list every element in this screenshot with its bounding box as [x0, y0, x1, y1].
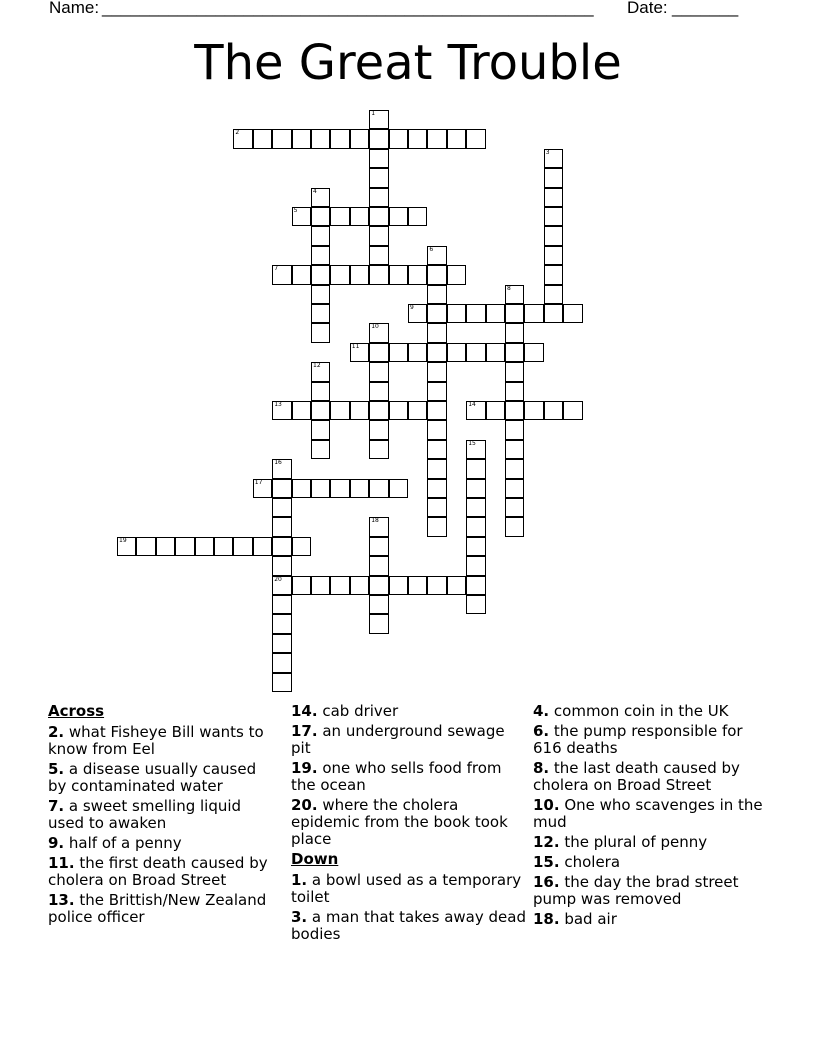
grid-cell[interactable]	[447, 343, 466, 362]
grid-cell[interactable]	[233, 129, 252, 148]
grid-cell[interactable]	[369, 614, 388, 633]
clue-number-label: 12.	[533, 833, 560, 851]
grid-cell[interactable]	[505, 479, 524, 498]
grid-cell[interactable]	[427, 479, 446, 498]
clue-number: 8	[507, 284, 511, 292]
grid-cell[interactable]	[117, 537, 136, 556]
grid-cell[interactable]	[369, 265, 388, 284]
grid-cell[interactable]	[524, 401, 543, 420]
grid-cell[interactable]	[253, 129, 272, 148]
grid-cell[interactable]	[292, 129, 311, 148]
grid-cell[interactable]	[311, 265, 330, 284]
clue-number: 11	[351, 342, 360, 350]
grid-cell[interactable]	[427, 343, 446, 362]
clue-number-label: 2.	[48, 723, 65, 741]
grid-cell[interactable]	[466, 556, 485, 575]
across-heading: Across	[48, 702, 105, 720]
clue-number: 17	[254, 478, 263, 486]
grid-cell[interactable]	[214, 537, 233, 556]
grid-cell[interactable]	[427, 517, 446, 536]
clue	[48, 835, 273, 852]
grid-cell[interactable]	[427, 498, 446, 517]
grid-cell[interactable]	[466, 459, 485, 478]
grid-cell[interactable]	[311, 226, 330, 245]
clue-number-label: 6.	[533, 722, 550, 740]
grid-cell[interactable]	[292, 576, 311, 595]
clue-text: an underground sewage pit	[291, 722, 505, 757]
clues-column-1	[48, 703, 273, 929]
grid-cell[interactable]	[486, 304, 505, 323]
grid-cell[interactable]	[330, 207, 349, 226]
grid-cell[interactable]	[466, 343, 485, 362]
clue-text: one who sells food from the ocean	[291, 759, 502, 794]
grid-cell[interactable]	[369, 382, 388, 401]
grid-cell[interactable]	[447, 304, 466, 323]
across-clue-list-continued	[291, 703, 527, 848]
grid-cell[interactable]	[408, 576, 427, 595]
grid-cell[interactable]	[136, 537, 155, 556]
clue	[291, 723, 527, 757]
grid-cell[interactable]	[505, 323, 524, 342]
clue	[48, 761, 273, 795]
clue-number: 4	[313, 187, 317, 195]
grid-cell[interactable]	[544, 304, 563, 323]
clue-number: 2	[235, 129, 240, 137]
clue-number-label: 11.	[48, 854, 75, 872]
grid-cell[interactable]	[311, 382, 330, 401]
grid-cell[interactable]	[544, 149, 563, 168]
grid-cell[interactable]	[505, 285, 524, 304]
grid-cell[interactable]	[466, 401, 485, 420]
grid-cell[interactable]	[369, 149, 388, 168]
grid-cell[interactable]	[272, 537, 291, 556]
grid-cell[interactable]	[466, 595, 485, 614]
grid-cell[interactable]	[427, 246, 446, 265]
grid-cell[interactable]	[369, 168, 388, 187]
name-label: Name:	[49, 0, 100, 17]
grid-cell[interactable]	[427, 440, 446, 459]
grid-cell[interactable]	[466, 498, 485, 517]
clue	[48, 855, 273, 889]
grid-cell[interactable]	[272, 653, 291, 672]
grid-cell[interactable]	[272, 556, 291, 575]
grid-cell[interactable]	[408, 304, 427, 323]
grid-cell[interactable]	[195, 537, 214, 556]
grid-cell[interactable]	[369, 595, 388, 614]
grid-cell[interactable]	[505, 362, 524, 381]
grid-cell[interactable]	[350, 207, 369, 226]
clue-number: 13	[274, 401, 282, 408]
clue-number-label: 1.	[291, 871, 308, 889]
grid-cell[interactable]	[505, 304, 524, 323]
grid-cell[interactable]	[311, 323, 330, 342]
grid-cell[interactable]	[408, 129, 427, 148]
clue	[291, 872, 527, 906]
grid-cell[interactable]	[253, 479, 272, 498]
clue-number-label: 19.	[291, 759, 318, 777]
grid-cell[interactable]	[272, 517, 291, 536]
grid-cell[interactable]	[544, 265, 563, 284]
clue	[533, 703, 773, 720]
grid-cell[interactable]	[292, 265, 311, 284]
grid-cell[interactable]	[272, 576, 291, 595]
grid-cell[interactable]	[505, 459, 524, 478]
clue	[533, 874, 773, 908]
grid-cell[interactable]	[466, 576, 485, 595]
grid-cell[interactable]	[330, 265, 349, 284]
grid-cell[interactable]	[427, 304, 446, 323]
grid-cell[interactable]	[544, 207, 563, 226]
grid-cell[interactable]	[311, 362, 330, 381]
clue	[533, 854, 773, 871]
clue-number: 18	[371, 517, 379, 525]
grid-cell[interactable]	[272, 459, 291, 478]
page-title: The Great Trouble	[194, 35, 622, 91]
grid-cell[interactable]	[466, 440, 485, 459]
clue-text: a man that takes away dead bodies	[291, 908, 526, 943]
clue-number-label: 16.	[533, 873, 560, 891]
clue	[48, 892, 273, 926]
clue-text: a bowl used as a temporary toilet	[291, 871, 522, 906]
grid-cell[interactable]	[272, 265, 291, 284]
grid-cell[interactable]	[486, 343, 505, 362]
grid-cell[interactable]	[466, 479, 485, 498]
grid-cell[interactable]	[505, 343, 524, 362]
clue-text: the day the brad street pump was removed	[533, 873, 739, 908]
clue-text: the Brittish/New Zealand police officer	[48, 891, 267, 926]
grid-cell[interactable]	[447, 265, 466, 284]
grid-cell[interactable]	[427, 576, 446, 595]
clue-text: a disease usually caused by contaminated water	[48, 760, 257, 795]
grid-cell[interactable]	[350, 479, 369, 498]
grid-cell[interactable]	[272, 401, 291, 420]
grid-cell[interactable]	[369, 401, 388, 420]
clue-number: 12	[313, 362, 321, 370]
clue-text: cholera	[559, 853, 621, 871]
clue-text: the pump responsible for 616 deaths	[533, 722, 743, 757]
clue	[291, 760, 527, 794]
grid-cell[interactable]	[408, 343, 427, 362]
grid-cell[interactable]	[427, 323, 446, 342]
clue	[533, 834, 773, 851]
grid-cell[interactable]	[292, 479, 311, 498]
grid-cell[interactable]	[369, 246, 388, 265]
grid-cell[interactable]	[505, 401, 524, 420]
grid-cell[interactable]	[311, 207, 330, 226]
grid-cell[interactable]	[427, 285, 446, 304]
grid-cell[interactable]	[505, 440, 524, 459]
grid-cell[interactable]	[350, 401, 369, 420]
grid-cell[interactable]	[350, 265, 369, 284]
grid-cell[interactable]	[544, 226, 563, 245]
down-clue-list	[291, 872, 527, 943]
grid-cell[interactable]	[486, 401, 505, 420]
grid-cell[interactable]	[408, 265, 427, 284]
grid-cell[interactable]	[350, 129, 369, 148]
grid-cell[interactable]	[350, 576, 369, 595]
grid-cell[interactable]	[389, 265, 408, 284]
grid-cell[interactable]	[272, 673, 291, 692]
grid-cell[interactable]	[408, 401, 427, 420]
grid-cell[interactable]	[311, 304, 330, 323]
clue-number: 14	[468, 401, 476, 408]
grid-cell[interactable]	[311, 246, 330, 265]
clue-number-label: 17.	[291, 722, 318, 740]
clue-text: the first death caused by cholera on Broad Street	[48, 854, 268, 889]
clue-text: cab driver	[317, 702, 399, 720]
grid-cell[interactable]	[330, 401, 349, 420]
clue-number-label: 5.	[48, 760, 65, 778]
grid-cell[interactable]	[369, 537, 388, 556]
clue-number-label: 13.	[48, 891, 75, 909]
down-clue-list-continued	[533, 703, 773, 928]
grid-cell[interactable]	[466, 517, 485, 536]
grid-cell[interactable]	[427, 129, 446, 148]
grid-cell[interactable]	[389, 343, 408, 362]
clue-text: bad air	[559, 910, 617, 928]
grid-cell[interactable]	[524, 343, 543, 362]
grid-cell[interactable]	[369, 362, 388, 381]
clue	[533, 797, 773, 831]
grid-cell[interactable]	[427, 265, 446, 284]
grid-cell[interactable]	[369, 556, 388, 575]
clue-number: 10	[371, 323, 379, 331]
grid-cell[interactable]	[369, 479, 388, 498]
grid-cell[interactable]	[544, 246, 563, 265]
grid-cell[interactable]	[369, 517, 388, 536]
grid-cell[interactable]	[369, 129, 388, 148]
clue-text: where the cholera epidemic from the book took place	[291, 796, 508, 848]
grid-cell[interactable]	[563, 304, 582, 323]
grid-cell[interactable]	[330, 479, 349, 498]
clue-number: 16	[274, 459, 282, 467]
grid-cell[interactable]	[253, 537, 272, 556]
clue-number-label: 18.	[533, 910, 560, 928]
grid-cell[interactable]	[427, 362, 446, 381]
date-label: Date:	[627, 0, 668, 17]
grid-cell[interactable]	[311, 440, 330, 459]
clue-text: half of a penny	[64, 834, 182, 852]
clue-number-label: 10.	[533, 796, 560, 814]
grid-cell[interactable]	[427, 401, 446, 420]
clue-number-label: 15.	[533, 853, 560, 871]
grid-cell[interactable]	[272, 595, 291, 614]
clue-number: 15	[468, 439, 476, 447]
clue	[533, 911, 773, 928]
grid-cell[interactable]	[524, 304, 543, 323]
grid-cell[interactable]	[447, 576, 466, 595]
grid-cell[interactable]	[369, 440, 388, 459]
across-clue-list	[48, 724, 273, 926]
clue-text: common coin in the UK	[549, 702, 729, 720]
grid-cell[interactable]	[369, 188, 388, 207]
grid-cell[interactable]	[311, 479, 330, 498]
grid-cell[interactable]	[427, 382, 446, 401]
clue-text: the last death caused by cholera on Broad Street	[533, 759, 740, 794]
clue-number-label: 9.	[48, 834, 65, 852]
grid-cell[interactable]	[389, 479, 408, 498]
grid-cell[interactable]	[311, 188, 330, 207]
grid-cell[interactable]	[272, 634, 291, 653]
grid-cell[interactable]	[563, 401, 582, 420]
clue-number: 7	[274, 265, 279, 273]
clue	[291, 703, 527, 720]
grid-cell[interactable]	[389, 401, 408, 420]
clue-number: 9	[410, 304, 414, 311]
grid-cell[interactable]	[292, 401, 311, 420]
grid-cell[interactable]	[330, 576, 349, 595]
clue-number-label: 3.	[291, 908, 308, 926]
grid-cell[interactable]	[369, 110, 388, 129]
clue-number-label: 8.	[533, 759, 550, 777]
grid-cell[interactable]	[369, 420, 388, 439]
grid-cell[interactable]	[369, 576, 388, 595]
clue-text: what Fisheye Bill wants to know from Eel	[48, 723, 264, 758]
grid-cell[interactable]	[427, 459, 446, 478]
grid-cell[interactable]	[408, 207, 427, 226]
grid-cell[interactable]	[292, 207, 311, 226]
grid-cell[interactable]	[272, 479, 291, 498]
clue	[533, 760, 773, 794]
grid-cell[interactable]	[466, 537, 485, 556]
grid-cell[interactable]	[389, 576, 408, 595]
grid-cell[interactable]	[311, 401, 330, 420]
down-heading: Down	[291, 850, 339, 868]
grid-cell[interactable]	[389, 207, 408, 226]
grid-cell[interactable]	[369, 323, 388, 342]
grid-cell[interactable]	[175, 537, 194, 556]
grid-cell[interactable]	[544, 168, 563, 187]
clue	[533, 723, 773, 757]
grid-cell[interactable]	[311, 420, 330, 439]
grid-cell[interactable]	[505, 498, 524, 517]
grid-cell[interactable]	[544, 285, 563, 304]
clue-text: the plural of penny	[559, 833, 708, 851]
grid-cell[interactable]	[369, 207, 388, 226]
clues-column-2	[291, 703, 527, 946]
clue-number-label: 4.	[533, 702, 550, 720]
clue-number-label: 7.	[48, 797, 65, 815]
clue-number-label: 20.	[291, 796, 318, 814]
grid-cell[interactable]	[311, 129, 330, 148]
clue-number: 19	[119, 536, 127, 544]
grid-cell[interactable]	[330, 129, 349, 148]
clue-number: 5	[293, 207, 298, 214]
grid-cell[interactable]	[350, 343, 369, 362]
grid-cell[interactable]	[272, 129, 291, 148]
grid-cell[interactable]	[505, 517, 524, 536]
grid-cell[interactable]	[369, 343, 388, 362]
clue-number-label: 14.	[291, 702, 318, 720]
grid-cell[interactable]	[466, 129, 485, 148]
grid-cell[interactable]	[272, 614, 291, 633]
clue-number: 3	[545, 148, 550, 156]
grid-cell[interactable]	[369, 226, 388, 245]
grid-cell[interactable]	[466, 304, 485, 323]
grid-cell[interactable]	[311, 285, 330, 304]
clue-number: 6	[429, 245, 434, 253]
name-field[interactable]: ____________________________________________________	[102, 0, 594, 17]
clues-column-3	[533, 703, 773, 931]
grid-cell[interactable]	[505, 420, 524, 439]
grid-cell[interactable]	[427, 420, 446, 439]
clue	[48, 798, 273, 832]
clue	[291, 909, 527, 943]
clue	[48, 724, 273, 758]
date-field[interactable]: _______	[672, 0, 739, 17]
clue-number: 1	[371, 110, 376, 117]
grid-cell[interactable]	[292, 537, 311, 556]
clue	[291, 797, 527, 848]
clue-text: One who scavenges in the mud	[533, 796, 763, 831]
clue-text: a sweet smelling liquid used to awaken	[48, 797, 242, 832]
grid-cell[interactable]	[389, 129, 408, 148]
grid-cell[interactable]	[505, 382, 524, 401]
clue-number: 20	[274, 575, 282, 583]
grid-cell[interactable]	[272, 498, 291, 517]
grid-cell[interactable]	[544, 401, 563, 420]
grid-cell[interactable]	[156, 537, 175, 556]
grid-cell[interactable]	[544, 188, 563, 207]
grid-cell[interactable]	[447, 129, 466, 148]
grid-cell[interactable]	[311, 576, 330, 595]
grid-cell[interactable]	[233, 537, 252, 556]
